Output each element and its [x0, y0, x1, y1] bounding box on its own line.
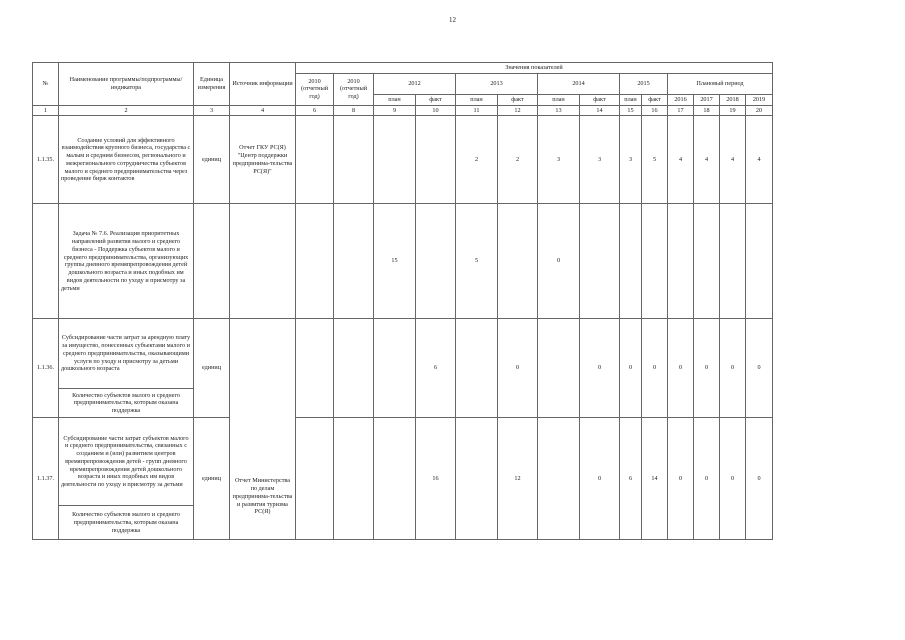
value-cell	[296, 204, 334, 319]
header-plan: план	[456, 94, 498, 105]
source-cell	[230, 319, 296, 540]
colnum: 4	[230, 105, 296, 116]
colnum: 6	[296, 105, 334, 116]
value-cell	[416, 204, 456, 319]
row-number: 1.1.36.	[33, 319, 59, 418]
colnum: 18	[694, 105, 720, 116]
value-cell: 6	[416, 319, 456, 418]
header-fact: факт	[642, 94, 668, 105]
colnum: 14	[580, 105, 620, 116]
value-cell: 0	[668, 319, 694, 418]
indicator-subname: Количество субъектов малого и среднего предпринимательства, которым оказана поддержка	[59, 506, 194, 540]
value-cell	[334, 418, 374, 540]
value-cell: 0	[580, 319, 620, 418]
header-2017: 2017	[694, 94, 720, 105]
colnum: 20	[746, 105, 773, 116]
colnum: 15	[620, 105, 642, 116]
value-cell: 12	[498, 418, 538, 540]
value-cell: 0	[642, 319, 668, 418]
header-2013: 2013	[456, 73, 538, 94]
colnum: 3	[194, 105, 230, 116]
value-cell: 4	[694, 116, 720, 204]
colnum: 13	[538, 105, 580, 116]
value-cell	[580, 204, 620, 319]
header-row-1	[33, 63, 773, 74]
value-cell	[694, 204, 720, 319]
header-fact: факт	[416, 94, 456, 105]
page-number: 12	[449, 16, 456, 24]
header-plan: план	[538, 94, 580, 105]
value-cell: 3	[620, 116, 642, 204]
value-cell	[620, 204, 642, 319]
value-cell	[374, 116, 416, 204]
header-num: №	[33, 63, 59, 106]
value-cell	[296, 418, 334, 540]
value-cell	[334, 319, 374, 418]
value-cell: 2	[456, 116, 498, 204]
header-planned: Плановый период	[668, 73, 773, 94]
header-name: Наименование программы/подпрограммы/индикатора	[59, 63, 194, 106]
value-cell: 3	[580, 116, 620, 204]
header-unit: Единица измерения	[194, 63, 230, 106]
colnum: 8	[334, 105, 374, 116]
table-row	[33, 116, 773, 204]
table-row	[33, 319, 773, 389]
value-cell: 0	[538, 204, 580, 319]
colnum: 16	[642, 105, 668, 116]
header-values: Значения показателей	[296, 63, 773, 74]
colnum: 17	[668, 105, 694, 116]
value-cell: 0	[746, 418, 773, 540]
source-cell: Отчет ГКУ РС(Я) "Центр поддержки предпринима-тельства РС(Я)"	[230, 116, 296, 204]
value-cell	[416, 116, 456, 204]
indicator-table	[32, 62, 773, 540]
value-cell: 0	[720, 418, 746, 540]
header-plan: план	[374, 94, 416, 105]
value-cell: 0	[668, 418, 694, 540]
table-row	[33, 204, 773, 319]
value-cell: 0	[620, 319, 642, 418]
colnum: 12	[498, 105, 538, 116]
row-number: 1.1.35.	[33, 116, 59, 204]
value-cell	[498, 204, 538, 319]
indicator-name: Создание условий для эффективного взаимодействия крупного бизнеса, государства с малым и средним бизнесом, регионального и межрегионального сотрудничества субъектов малого и среднего предпринимательства через проведение бирж контактов	[59, 116, 194, 204]
header-2019: 2019	[746, 94, 773, 105]
header-2010a: 2010 (отчетный год)	[296, 73, 334, 105]
value-cell: 14	[642, 418, 668, 540]
value-cell	[334, 116, 374, 204]
colnum: 2	[59, 105, 194, 116]
header-2015: 2015	[620, 73, 668, 94]
value-cell	[720, 204, 746, 319]
source-text: Отчет Министерства по делам предпринима-тельства и развития туризма РС(Я)	[232, 477, 293, 516]
value-cell: 0	[694, 418, 720, 540]
colnum: 10	[416, 105, 456, 116]
value-cell: 6	[620, 418, 642, 540]
value-cell: 0	[746, 319, 773, 418]
value-cell: 0	[498, 319, 538, 418]
value-cell	[374, 319, 416, 418]
colnum: 1	[33, 105, 59, 116]
colnum: 9	[374, 105, 416, 116]
value-cell	[296, 319, 334, 418]
value-cell: 0	[694, 319, 720, 418]
header-fact: факт	[580, 94, 620, 105]
value-cell	[334, 204, 374, 319]
unit-cell: единиц	[194, 319, 230, 418]
unit-cell	[194, 204, 230, 319]
indicator-name: Субсидирование части затрат субъектов малого и среднего предпринимательства, связанных с созданием и (или) развитием центров времяпрепровождения детей - групп дневного времяпрепровождения детей дошкольного возраста и иных подобных им видов деятельности по уходу и присмотру за детьми	[59, 418, 194, 506]
source-cell	[230, 204, 296, 319]
value-cell	[642, 204, 668, 319]
value-cell: 16	[416, 418, 456, 540]
value-cell: 5	[642, 116, 668, 204]
unit-cell: единиц	[194, 418, 230, 540]
row-number: 1.1.37.	[33, 418, 59, 540]
value-cell	[456, 319, 498, 418]
table-row	[33, 418, 773, 506]
header-source: Источник информации	[230, 63, 296, 106]
header-2012: 2012	[374, 73, 456, 94]
unit-cell: единиц	[194, 116, 230, 204]
value-cell	[296, 116, 334, 204]
value-cell: 3	[538, 116, 580, 204]
value-cell: 0	[720, 319, 746, 418]
value-cell: 5	[456, 204, 498, 319]
value-cell	[746, 204, 773, 319]
header-2010b: 2010 (отчетный год)	[334, 73, 374, 105]
indicator-name: Субсидирование части затрат за арендную плату за имущество, понесенных субъектами малого и среднего предпринимательства, оказывающими услуги по уходу и присмотру за детьми дошкольного возраста	[59, 319, 194, 389]
header-2014: 2014	[538, 73, 620, 94]
value-cell	[538, 319, 580, 418]
value-cell: 4	[668, 116, 694, 204]
column-number-row	[33, 105, 773, 116]
value-cell: 2	[498, 116, 538, 204]
value-cell: 15	[374, 204, 416, 319]
value-cell: 0	[580, 418, 620, 540]
value-cell: 4	[720, 116, 746, 204]
task-name: Задача № 7.6. Реализация приоритетных направлений развития малого и среднего бизнеса - Поддержка субъектов малого и среднего предпринимательства, организующих группы дневного времяпрепровождения детей дошкольного возраста и иных подобных им видов деятельности по уходу и присмотру за детьми	[59, 204, 194, 319]
value-cell	[374, 418, 416, 540]
colnum: 11	[456, 105, 498, 116]
header-fact: факт	[498, 94, 538, 105]
value-cell: 4	[746, 116, 773, 204]
value-cell	[538, 418, 580, 540]
value-cell	[456, 418, 498, 540]
header-2016: 2016	[668, 94, 694, 105]
indicator-subname: Количество субъектов малого и среднего предпринимательства, которым оказана поддержка	[59, 389, 194, 418]
header-plan: план	[620, 94, 642, 105]
value-cell	[668, 204, 694, 319]
colnum: 19	[720, 105, 746, 116]
row-number	[33, 204, 59, 319]
header-2018: 2018	[720, 94, 746, 105]
